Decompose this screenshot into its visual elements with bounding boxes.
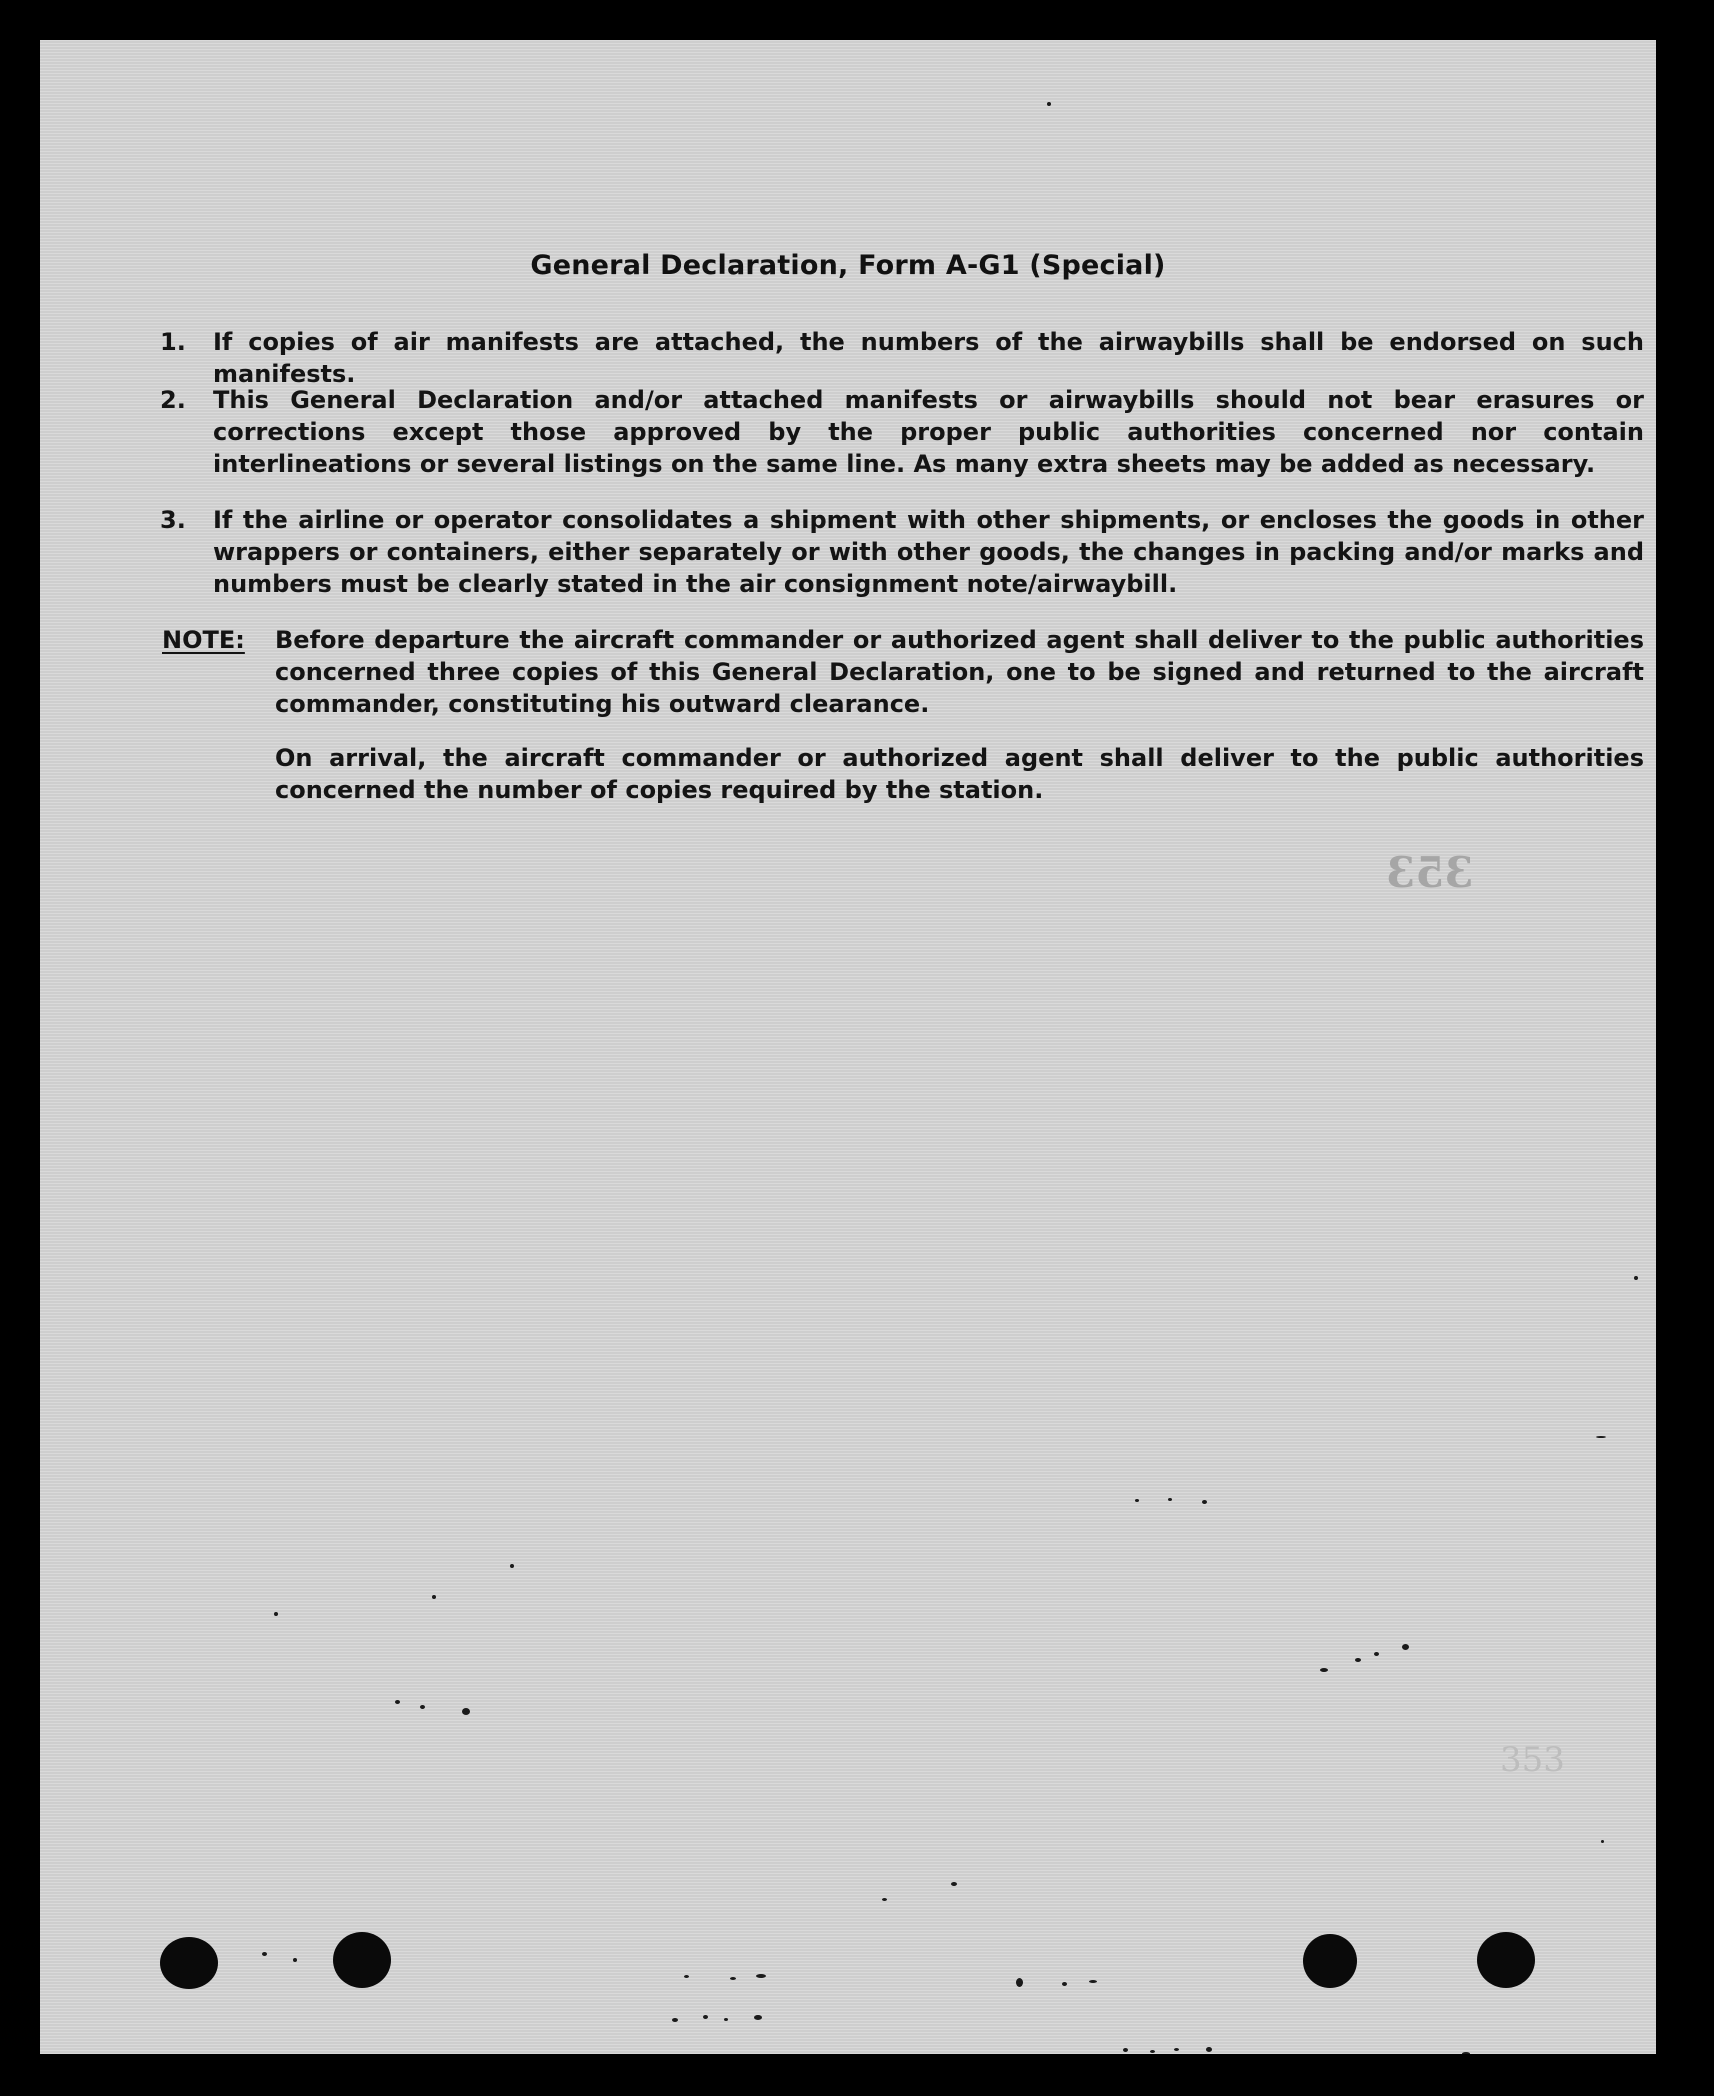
punch-hole [333, 1932, 391, 1988]
speck [1202, 1500, 1207, 1504]
speck [754, 2015, 762, 2020]
speck [262, 1952, 267, 1956]
note-paragraph: On arrival, the aircraft commander or authorized agent shall deliver to the public authorities concerned the number of copies required by the station. [275, 744, 1644, 804]
speck [1016, 1978, 1023, 1987]
speck [1123, 2048, 1128, 2052]
speck [1089, 1980, 1097, 1983]
bleed-through-stamp: 353 [1386, 848, 1474, 897]
speck [1174, 2048, 1179, 2051]
bleed-through-stamp: 353 [1500, 1740, 1565, 1780]
speck [703, 2015, 708, 2019]
item-text: If the airline or operator consolidates a shipment with other shipments, or encloses the goods in other wrappers or containers, either separately or with other goods, the changes in packing and/or marks and numbers must be clearly stated in the air consignment note/airwaybill. [213, 506, 1644, 598]
speck [1634, 1276, 1638, 1280]
speck [420, 1705, 425, 1709]
punch-hole [160, 1937, 218, 1989]
speck [730, 1977, 736, 1980]
document-page [40, 40, 1656, 2054]
speck [1355, 1658, 1361, 1662]
speck [1374, 1652, 1379, 1656]
speck [395, 1700, 400, 1704]
speck [1047, 102, 1051, 106]
document-title: General Declaration, Form A-G1 (Special) [530, 250, 1166, 281]
item-text: If copies of air manifests are attached, the numbers of the airwaybills shall be endorsed on such manifests. [213, 328, 1644, 388]
speck [756, 1974, 766, 1978]
speck [510, 1564, 514, 1568]
speck [684, 1975, 689, 1978]
speck [1150, 2050, 1155, 2053]
speck [1135, 1499, 1139, 1502]
speck [1601, 1840, 1604, 1843]
speck [672, 2018, 678, 2022]
speck [432, 1595, 436, 1599]
note-paragraph: Before departure the aircraft commander or authorized agent shall deliver to the public authorities concerned three copies of this General Declaration, one to be signed and returned to the aircraft commander, constituting his outward clearance. [275, 626, 1644, 718]
speck [882, 1898, 887, 1901]
speck [1062, 1982, 1067, 1986]
punch-hole [1477, 1932, 1535, 1988]
item-number: 2. [160, 386, 186, 414]
speck [1320, 1668, 1328, 1672]
speck [1462, 2052, 1470, 2054]
note-label: NOTE: [162, 626, 245, 654]
speck [1596, 1436, 1606, 1438]
speck [1402, 1644, 1409, 1650]
item-number: 3. [160, 506, 186, 534]
speck [1168, 1498, 1172, 1501]
speck [724, 2018, 728, 2021]
speck [293, 1958, 297, 1962]
punch-hole [1303, 1934, 1357, 1988]
speck [462, 1708, 470, 1715]
speck [274, 1612, 278, 1616]
item-number: 1. [160, 328, 186, 356]
speck [1206, 2047, 1212, 2052]
item-text: This General Declaration and/or attached manifests or airwaybills should not bear erasures or corrections except those approved by the proper public authorities concerned nor contain interlineations or several listings on the same line. As many extra sheets may be added as necessary. [213, 386, 1644, 478]
speck [951, 1882, 957, 1886]
